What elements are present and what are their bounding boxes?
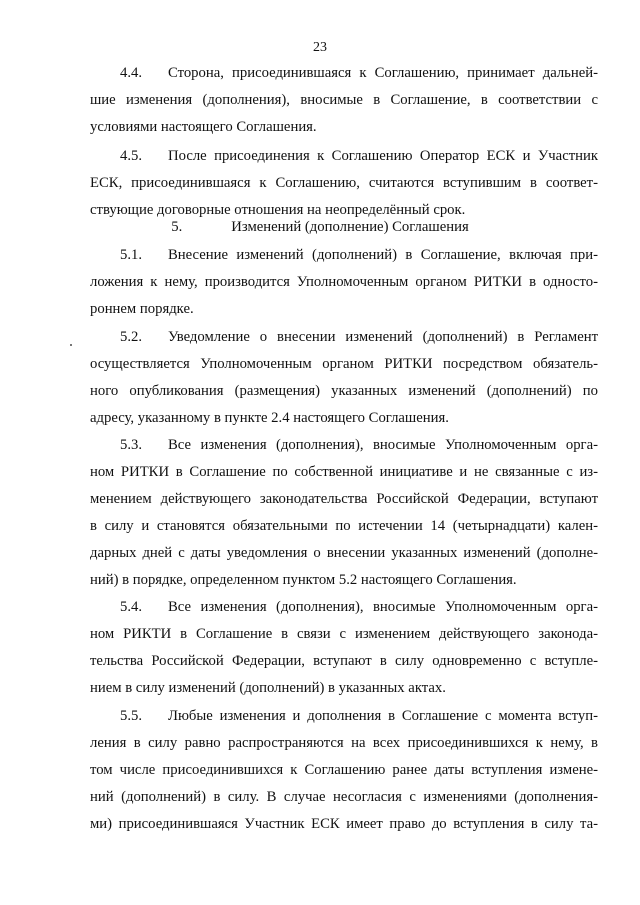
paragraph-number: 4.4.: [120, 65, 143, 81]
paragraph-4-4-line-1: 4.4. Сторона, присоединившаяся к Соглашению, принимает дальней-: [120, 60, 598, 86]
paragraph-5-5-line-5: ми) присоединившаяся Участник ЕСК имеет право до вступления в силу та-: [90, 816, 598, 832]
paragraph-4-4-line-2: шие изменения (дополнения), вносимые в Соглашение, в соответствии с: [90, 92, 598, 108]
paragraph-number: 5.2.: [120, 329, 143, 345]
paragraph-5-3-line-3: менением действующего законодательства Российской Федерации, вступают: [90, 491, 598, 507]
paragraph-5-3-line-6: ний) в порядке, определенном пунктом 5.2 настоящего Соглашения.: [90, 572, 517, 588]
paragraph-5-1-line-3: роннем порядке.: [90, 301, 194, 317]
paragraph-4-5-line-2: ЕСК, присоединившаяся к Соглашению, считаются вступившим в соответ-: [90, 175, 598, 191]
paragraph-5-3-line-4: в силу и становятся обязательными по истечении 14 (четырнадцати) кален-: [90, 518, 598, 534]
paragraph-5-1-line-1: 5.1. Внесение изменений (дополнений) в Соглашение, включая при-: [120, 242, 598, 268]
paragraph-5-2-line-1: 5.2. Уведомление о внесении изменений (дополнений) в Регламент: [120, 324, 598, 350]
paragraph-5-5-line-3: том числе присоединившихся к Соглашению ранее даты вступления измене-: [90, 762, 598, 778]
paragraph-4-4-line-3: условиями настоящего Соглашения.: [90, 119, 317, 135]
paragraph-5-3-line-1: 5.3. Все изменения (дополнения), вносимые Уполномоченным орга-: [120, 432, 598, 458]
paragraph-5-4-line-1: 5.4. Все изменения (дополнения), вносимые Уполномоченным орга-: [120, 594, 598, 620]
page-number: 23: [313, 40, 327, 55]
section-number: 5.: [171, 219, 183, 235]
scan-speck: [70, 344, 72, 346]
paragraph-5-4-line-3: тельства Российской Федерации, вступают в силу одновременно с вступле-: [90, 653, 598, 669]
paragraph-number: 5.1.: [120, 247, 143, 263]
paragraph-number: 4.5.: [120, 148, 143, 164]
paragraph-4-5-line-3: ствующие договорные отношения на неопределённый срок.: [90, 202, 466, 218]
paragraph-5-5-line-4: ний (дополнений) в силу. В случае несогласия с изменениями (дополнения-: [90, 789, 598, 805]
paragraph-5-1-line-2: ложения к нему, производится Уполномоченным органом РИТКИ в односто-: [90, 274, 598, 290]
paragraph-5-3-line-5: дарных дней с даты уведомления о внесении указанных изменений (дополне-: [90, 545, 598, 561]
section-5-heading: [0, 214, 640, 240]
paragraph-4-5-line-1: 4.5. После присоединения к Соглашению Оператор ЕСК и Участник: [120, 143, 598, 169]
paragraph-5-4-line-2: ном РИКТИ в Соглашение в связи с изменением действующего законода-: [90, 626, 598, 642]
paragraph-number: 5.3.: [120, 437, 143, 453]
paragraph-5-3-line-2: ном РИТКИ в Соглашение по собственной инициативе и не связанные с из-: [90, 464, 598, 480]
paragraph-number: 5.5.: [120, 708, 143, 724]
paragraph-5-5-line-1: 5.5. Любые изменения и дополнения в Соглашение с момента вступ-: [120, 703, 598, 729]
section-title: Изменений (дополнение) Соглашения: [231, 219, 469, 235]
paragraph-number: 5.4.: [120, 599, 143, 615]
paragraph-5-5-line-2: ления в силу равно распространяются на всех присоединившихся к нему, в: [90, 735, 598, 751]
paragraph-5-2-line-2: осуществляется Уполномоченным органом РИТКИ посредством обязатель-: [90, 356, 598, 372]
paragraph-5-2-line-3: ного опубликования (размещения) указанных изменений (дополнений) по: [90, 383, 598, 399]
paragraph-5-2-line-4: адресу, указанному в пункте 2.4 настоящего Соглашения.: [90, 410, 449, 426]
paragraph-5-4-line-4: нием в силу изменений (дополнений) в указанных актах.: [90, 680, 446, 696]
